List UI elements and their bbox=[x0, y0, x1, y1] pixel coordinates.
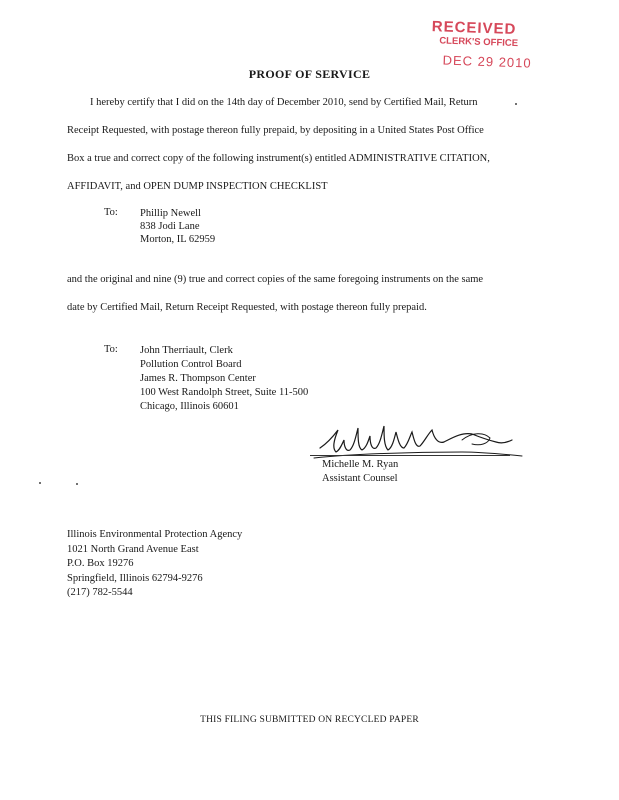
signer-block bbox=[322, 458, 398, 486]
scan-speck bbox=[76, 483, 78, 485]
agency-address bbox=[67, 528, 242, 601]
paragraph2-line1: and the original and nine (9) true and correct copies of the same foregoing instruments on the same bbox=[67, 274, 484, 285]
agency-line: Illinois Environmental Protection Agency bbox=[67, 529, 243, 540]
recipient2-to-label: To: bbox=[104, 344, 118, 355]
recipient2-line: Pollution Control Board bbox=[140, 359, 242, 370]
paragraph2-line2: date by Certified Mail, Return Receipt Requested, with postage thereon fully prepaid. bbox=[67, 302, 427, 313]
recycled-paper-footer: THIS FILING SUBMITTED ON RECYCLED PAPER bbox=[200, 715, 419, 725]
recipient2-line: 100 West Randolph Street, Suite 11-500 bbox=[140, 387, 309, 398]
page-title: PROOF OF SERVICE bbox=[248, 67, 371, 81]
agency-line: P.O. Box 19276 bbox=[67, 558, 134, 569]
stamp-title: RECEIVED bbox=[431, 18, 517, 39]
recipient2-line: Chicago, Illinois 60601 bbox=[140, 401, 239, 412]
agency-line: Springfield, Illinois 62794-9276 bbox=[67, 572, 203, 584]
recipient1-line: Phillip Newell bbox=[140, 208, 201, 219]
scan-speck bbox=[39, 482, 41, 484]
paragraph1-line1: I hereby certify that I did on the 14th day of December 2010, send by Certified Mail, Return bbox=[90, 97, 478, 108]
paragraph1-line4: AFFIDAVIT, and OPEN DUMP INSPECTION CHECKLIST bbox=[67, 181, 328, 192]
agency-line: (217) 782-5544 bbox=[67, 587, 133, 598]
recipient1-to-label: To: bbox=[104, 207, 118, 218]
signature-line bbox=[310, 455, 510, 456]
recipient1-line: 838 Jodi Lane bbox=[140, 221, 200, 232]
recipient1-line: Morton, IL 62959 bbox=[140, 234, 216, 245]
signer-name: Michelle M. Ryan bbox=[322, 459, 399, 470]
recipient1-address bbox=[140, 207, 215, 246]
signer-title: Assistant Counsel bbox=[322, 473, 398, 484]
paragraph1-line3: Box a true and correct copy of the following instrument(s) entitled ADMINISTRATIVE CITATION, bbox=[67, 153, 490, 164]
stamp-office: CLERK'S OFFICE bbox=[439, 35, 519, 50]
paragraph1-line2: Receipt Requested, with postage thereon fully prepaid, by depositing in a United States Post Office bbox=[67, 125, 484, 136]
recipient2-address bbox=[140, 344, 308, 414]
scan-speck bbox=[515, 103, 517, 105]
agency-line: 1021 North Grand Avenue East bbox=[67, 543, 199, 555]
recipient2-line: John Therriault, Clerk bbox=[140, 345, 233, 356]
recipient2-line: James R. Thompson Center bbox=[140, 373, 256, 384]
stamp-date: DEC 29 2010 bbox=[442, 52, 532, 71]
